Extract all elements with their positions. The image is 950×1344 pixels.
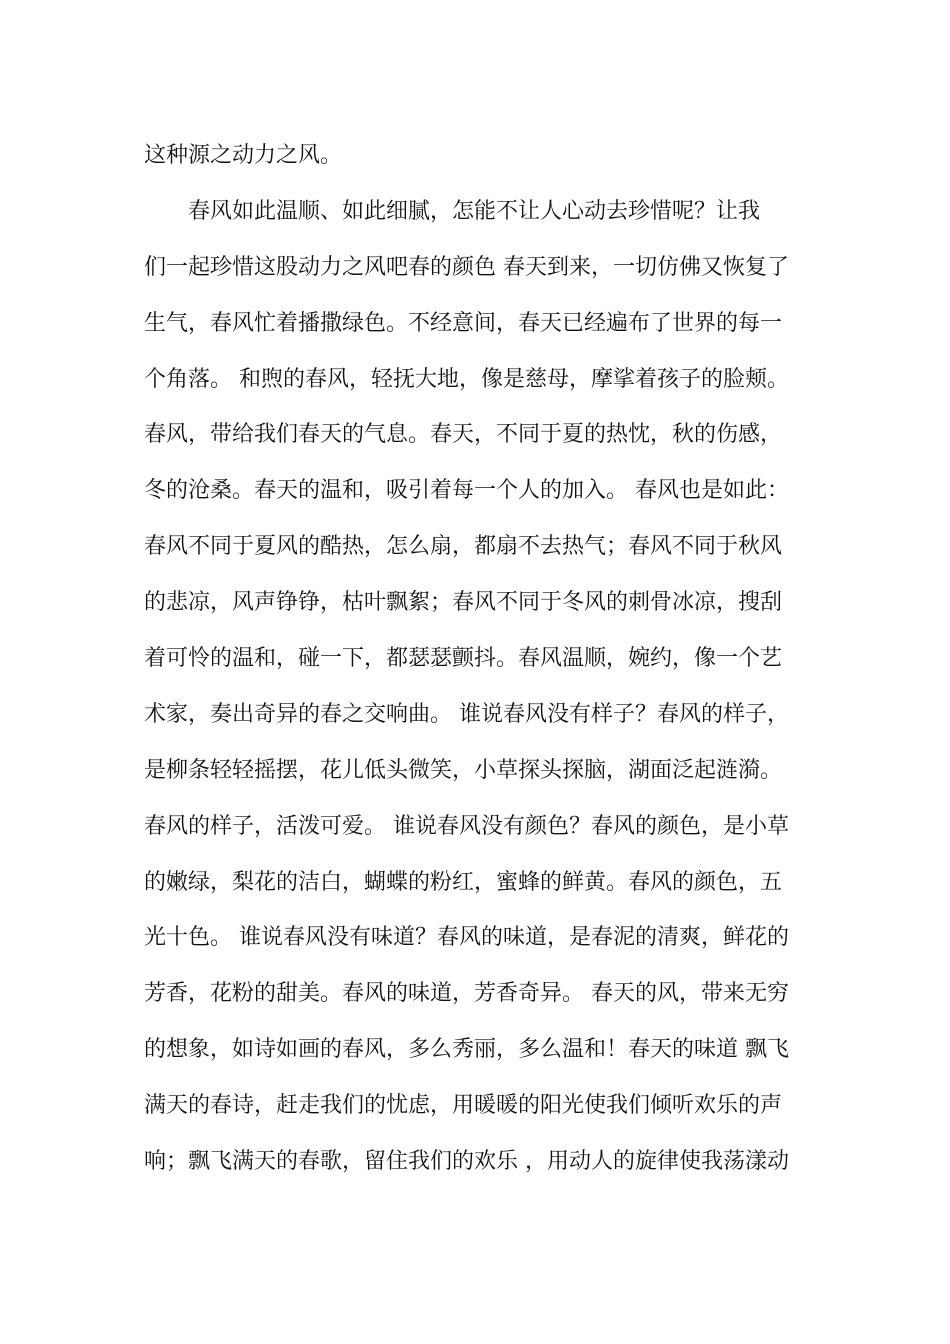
text-line: 是柳条轻轻摇摆，花儿低头微笑，小草探头探脑，湖面泛起涟漪。: [144, 757, 783, 783]
text-line: 春风如此温顺、如此细腻，怎能不让人心动去珍惜呢？让我: [144, 198, 761, 224]
text-line: 光十色。 谁说春风没有味道？春风的味道，是春泥的清爽，鲜花的: [144, 925, 789, 951]
body-text: [144, 128, 814, 1190]
text-line: 的想象，如诗如画的春风，多么秀丽，多么温和！春天的味道 飘飞: [144, 1037, 789, 1063]
text-line: 响；飘飞满天的春歌，留住我们的欢乐 ，用动人的旋律使我荡漾动: [144, 1149, 789, 1175]
text-line: 生气，春风忙着播撒绿色。不经意间，春天已经遍布了世界的每一: [144, 310, 783, 336]
text-line: 满天的春诗，赶走我们的忧虑，用暖暖的阳光使我们倾听欢乐的声: [144, 1093, 783, 1119]
text-line: 春风的样子，活泼可爱。 谁说春风没有颜色？春风的颜色，是小草: [144, 813, 789, 839]
text-line: 冬的沧桑。春天的温和，吸引着每一个人的加入。 春风也是如此：: [144, 478, 789, 504]
text-line: 们一起珍惜这股动力之风吧春的颜色 春天到来，一切仿佛又恢复了: [144, 254, 789, 280]
text-line: 术家，奏出奇异的春之交响曲。 谁说春风没有样子？春风的样子，: [144, 701, 789, 727]
text-line: 着可怜的温和，碰一下，都瑟瑟颤抖。春风温顺，婉约，像一个艺: [144, 646, 783, 672]
text-line: 春风不同于夏风的酷热，怎么扇，都扇不去热气；春风不同于秋风: [144, 534, 783, 560]
text-line: 芳香，花粉的甜美。春风的味道，芳香奇异。 春天的风，带来无穷: [144, 981, 789, 1007]
text-line: 的悲凉，风声铮铮，枯叶飘絮；春风不同于冬风的刺骨冰凉，搜刮: [144, 590, 783, 616]
text-line: 的嫩绿，梨花的洁白，蝴蝶的粉红，蜜蜂的鲜黄。春风的颜色，五: [144, 869, 783, 895]
text-line: 个角落。 和煦的春风，轻抚大地，像是慈母，摩挲着孩子的脸颊。: [144, 366, 789, 392]
text-line: 这种源之动力之风。: [144, 143, 343, 168]
text-line: 春风，带给我们春天的气息。春天，不同于夏的热忱，秋的伤感，: [144, 422, 783, 448]
